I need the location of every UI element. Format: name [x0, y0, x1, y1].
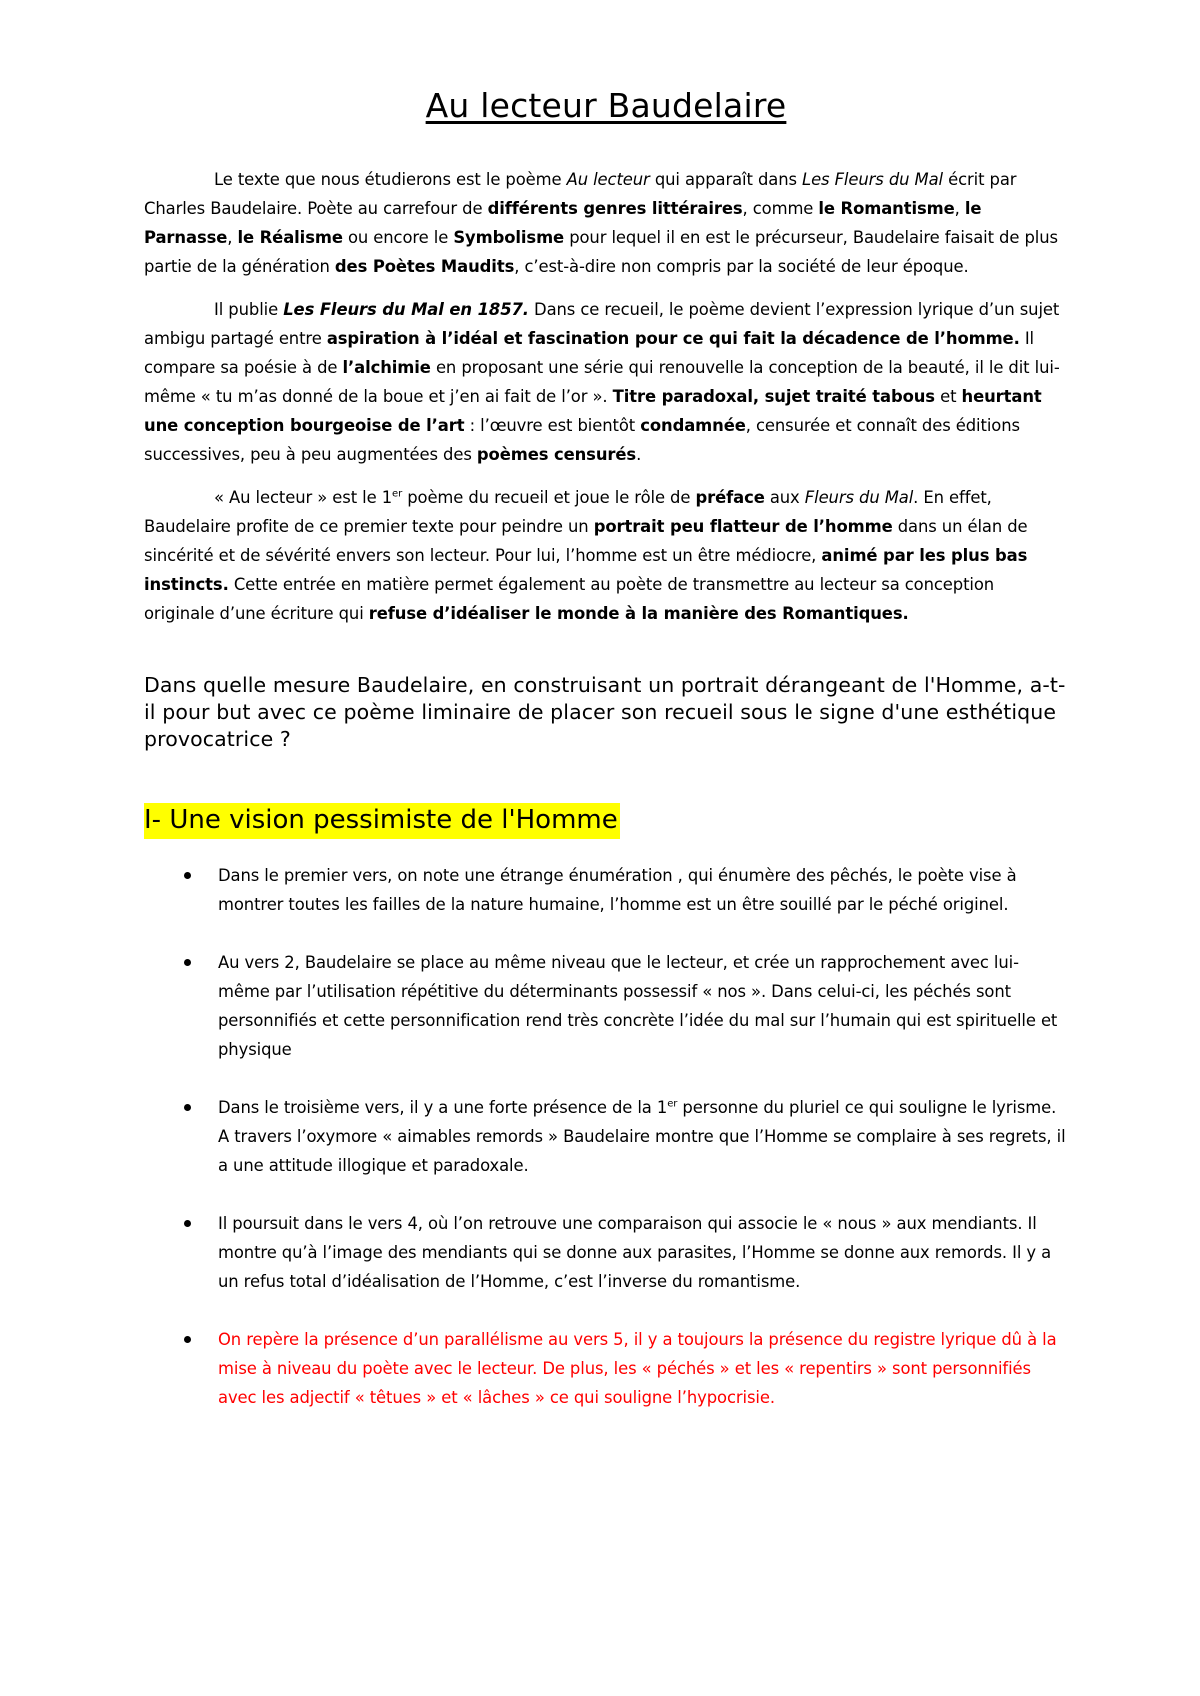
- bold-term: le Romantisme: [818, 199, 955, 218]
- text-run: ou encore le: [342, 228, 454, 247]
- bullet-icon: [184, 1104, 191, 1111]
- italic-title: Les Fleurs du Mal: [802, 170, 943, 189]
- bullet-icon: [184, 1220, 191, 1227]
- text-run: Dans ce recueil, le poème devient l’expression lyrique d’un sujet ambigu partagé entre: [144, 300, 1060, 348]
- bullet-list: [144, 861, 1068, 1412]
- bold-term: animé par les plus bas instincts.: [144, 546, 1028, 594]
- document-title: Au lecteur Baudelaire: [425, 86, 787, 125]
- text-run: , comme: [742, 199, 819, 218]
- intro-paragraph-2: [144, 295, 1068, 469]
- text-run: : l’œuvre est bientôt: [464, 416, 641, 435]
- list-item-text: On repère la présence d’un parallélisme au vers 5, il y a toujours la présence du registre lyrique dû à la mise à niveau du poète avec le lecteur. De plus, les « péchés » et les « repentirs » sont personnifiés avec les adjectif « têtues » et « lâches » ce qui souligne l’hypocrisie.: [218, 1330, 1057, 1407]
- text-run: et: [934, 387, 962, 406]
- list-item-red: [144, 1325, 1068, 1412]
- bold-term: différents genres littéraires: [487, 199, 743, 218]
- bold-term: aspiration à l’idéal et fascination pour ce qui fait la décadence de l’homme.: [326, 329, 1020, 348]
- bold-term: Symbolisme: [453, 228, 565, 247]
- section-heading: [144, 805, 1068, 835]
- bold-italic-title: Les Fleurs du Mal: [283, 300, 444, 319]
- intro-paragraph-3: [144, 483, 1068, 628]
- bold-term: refuse d’idéaliser le monde à la manière des Romantiques.: [368, 604, 909, 623]
- highlighted-heading: I- Une vision pessimiste de l'Homme: [144, 803, 620, 839]
- intro-paragraph-1: [144, 165, 1068, 281]
- bold-term: le Parnasse: [144, 199, 982, 247]
- text-run: Il compare sa poésie à de: [144, 329, 1035, 377]
- problematique: Dans quelle mesure Baudelaire, en construisant un portrait dérangeant de l'Homme, a-t-il pour but avec ce poème liminaire de placer son recueil sous le signe d'une esthétique provocatrice ?: [144, 673, 1066, 751]
- list-item: [144, 861, 1068, 919]
- bold-term: heurtant une conception bourgeoise de l’art: [144, 387, 1042, 435]
- text-run: poème du recueil et joue le rôle de: [402, 488, 696, 507]
- bold-term: des Poètes Maudits: [334, 257, 515, 276]
- list-item-text: personne du pluriel ce qui souligne le lyrisme. A travers l’oxymore « aimables remords » Baudelaire montre que l’Homme se complaire à ses regrets, il a une attitude illogique et paradoxale.: [218, 1098, 1066, 1175]
- text-run: , censurée et connaît des éditions successives, peu à peu augmentées des: [144, 416, 1020, 464]
- italic-title: Fleurs du Mal: [804, 488, 914, 507]
- text-run: ,: [227, 228, 238, 247]
- text-run: Le texte que nous étudierons est le poème: [214, 170, 567, 189]
- bold-term: portrait peu flatteur de l’homme: [593, 517, 893, 536]
- bold-term: Titre paradoxal, sujet traité tabous: [612, 387, 935, 406]
- list-item-text: Il poursuit dans le vers 4, où l’on retrouve une comparaison qui associe le « nous » aux mendiants. Il montre qu’à l’image des mendiants qui se donne aux parasites, l’Homme se donne aux remords. Il y a un refus total d’idéalisation de l’Homme, c’est l’inverse du romantisme.: [218, 1214, 1052, 1291]
- bold-term: préface: [695, 488, 765, 507]
- text-run: aux: [764, 488, 805, 507]
- list-item: [144, 1093, 1068, 1180]
- text-run: pour lequel il en est le précurseur, Baudelaire faisait de plus partie de la génération: [144, 228, 1058, 276]
- bullet-icon: [184, 1336, 191, 1343]
- bullet-icon: [184, 959, 191, 966]
- text-run: ,: [954, 199, 965, 218]
- bold-term: le Réalisme: [237, 228, 343, 247]
- bullet-icon: [184, 872, 191, 879]
- text-run: Il publie: [214, 300, 284, 319]
- list-item-text: Dans le troisième vers, il y a une forte présence de la 1: [218, 1098, 668, 1117]
- bold-term: condamnée: [640, 416, 746, 435]
- list-item-text: Au vers 2, Baudelaire se place au même niveau que le lecteur, et crée un rapprochement avec lui-même par l’utilisation répétitive du déterminants possessif « nos ». Dans celui-ci, les péchés sont personnifiés et cette personnification rend très concrète l’idée du mal sur l’humain qui est spirituelle et physique: [218, 953, 1058, 1059]
- list-item: [144, 1209, 1068, 1296]
- superscript: er: [667, 1098, 678, 1110]
- bold-italic-date: en 1857.: [443, 300, 529, 319]
- text-run: .: [636, 445, 642, 464]
- text-run: en proposant une série qui renouvelle la conception de la beauté, il le dit lui-même « tu m’as donné de la boue et j’en ai fait de l’or ».: [144, 358, 1060, 406]
- text-run: . En effet, Baudelaire profite de ce premier texte pour peindre un: [144, 488, 992, 536]
- text-run: qui apparaît dans: [649, 170, 803, 189]
- text-run: « Au lecteur » est le 1: [214, 488, 393, 507]
- text-run: , c’est-à-dire non compris par la société de leur époque.: [514, 257, 969, 276]
- text-run: écrit par Charles Baudelaire. Poète au carrefour de: [144, 170, 1017, 218]
- list-item-text: Dans le premier vers, on note une étrange énumération , qui énumère des pêchés, le poète vise à montrer toutes les failles de la nature humaine, l’homme est un être souillé par le péché originel.: [218, 866, 1017, 914]
- italic-title: Au lecteur: [566, 170, 650, 189]
- text-run: dans un élan de sincérité et de sévérité envers son lecteur. Pour lui, l’homme est un être médiocre,: [144, 517, 1028, 565]
- bold-term: l’alchimie: [342, 358, 431, 377]
- text-run: Cette entrée en matière permet également au poète de transmettre au lecteur sa conception originale d’une écriture qui: [144, 575, 995, 623]
- superscript: er: [392, 488, 403, 500]
- bold-term: poèmes censurés: [476, 445, 637, 464]
- list-item: [144, 948, 1068, 1064]
